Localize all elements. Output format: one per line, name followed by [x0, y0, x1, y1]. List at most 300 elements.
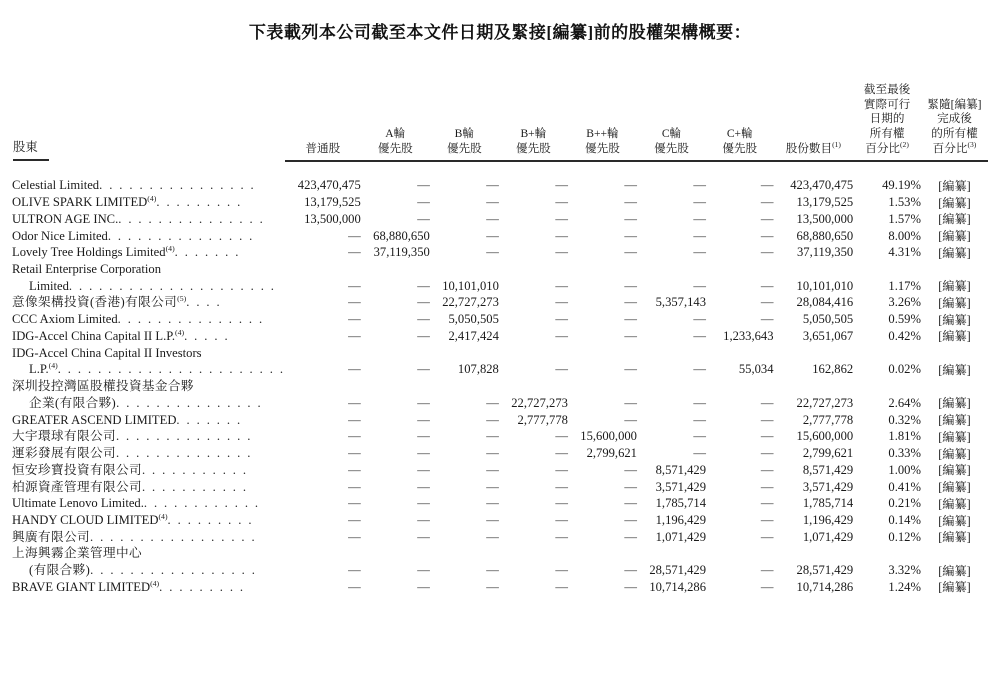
- cell-series-a: [361, 545, 430, 578]
- cell-pct-after-listing: [編纂]: [938, 513, 971, 528]
- empty-dash: —: [348, 563, 361, 578]
- cell-ordinary-shares: [285, 579, 361, 596]
- empty-dash: —: [348, 245, 361, 260]
- table-row: [12, 177, 988, 194]
- column-header-pct-latest-practicable: [853, 68, 921, 177]
- dot-leader: . . . . . . . . . . .: [141, 462, 248, 477]
- shareholder-name-line1: Retail Enterprise Corporation: [12, 261, 161, 276]
- column-header-series-c-plus-label: C+輪 優先股: [722, 127, 758, 156]
- cell-series-b-plus-plus: [568, 378, 637, 411]
- cell-pct-after-listing: [編纂]: [938, 496, 971, 511]
- cell-series-a: [361, 328, 430, 345]
- empty-dash: —: [417, 579, 430, 594]
- empty-dash: —: [417, 496, 430, 511]
- empty-dash: —: [486, 245, 499, 260]
- cell-series-a: 37,119,350: [373, 245, 430, 260]
- cell-series-c-plus: [706, 294, 774, 311]
- cell-pct-after-listing: [編纂]: [938, 195, 971, 210]
- empty-dash: —: [417, 362, 430, 377]
- cell-series-b: [430, 479, 499, 496]
- empty-dash: —: [624, 462, 637, 477]
- empty-dash: —: [555, 462, 568, 477]
- header-rule: [853, 160, 921, 163]
- cell-pct-latest-practicable: 3.32%: [888, 563, 921, 578]
- cell-ordinary-shares: [285, 479, 361, 496]
- dot-leader: . . . . . . . . .: [167, 512, 254, 527]
- cell-series-b-plus-plus: [568, 345, 637, 378]
- cell-series-a: 68,880,650: [373, 228, 430, 243]
- cell-series-b-plus-plus: [568, 228, 637, 245]
- cell-pct-after-listing: [編纂]: [938, 229, 971, 244]
- dot-leader: . . . . . . . . . . . . . . . . . . . . . . .: [57, 362, 285, 377]
- cell-series-a: [361, 412, 430, 429]
- cell-pct-after-listing: [編纂]: [938, 279, 971, 294]
- cell-series-a: [361, 495, 430, 512]
- dot-leader: . . . . . . .: [176, 412, 243, 427]
- empty-dash: —: [417, 312, 430, 327]
- cell-series-b-plus: [499, 445, 568, 462]
- dot-leader: . . . . . . .: [174, 245, 241, 260]
- cell-shareholder-name: [12, 311, 285, 328]
- column-header-series-c: [637, 68, 706, 177]
- empty-dash: —: [555, 211, 568, 226]
- cell-series-c: [637, 345, 706, 378]
- cell-series-b: [430, 512, 499, 529]
- cell-ordinary-shares: [285, 294, 361, 311]
- empty-dash: —: [417, 512, 430, 527]
- column-header-share-count-label: 股份數目: [785, 142, 833, 156]
- empty-dash: —: [760, 178, 774, 193]
- shareholder-name-line2: (有限合夥). . . . . . . . . . . . . . . . .: [29, 563, 257, 578]
- cell-series-b-plus-plus: 2,799,621: [586, 446, 637, 461]
- cell-share-count: 2,799,621: [802, 446, 854, 461]
- empty-dash: —: [693, 395, 706, 410]
- cell-pct-latest-practicable: 8.00%: [888, 228, 921, 243]
- empty-dash: —: [417, 412, 430, 427]
- cell-series-c-plus: [706, 378, 774, 411]
- cell-series-a: [361, 512, 430, 529]
- empty-dash: —: [417, 429, 430, 444]
- empty-dash: —: [624, 529, 637, 544]
- cell-series-b-plus: [499, 311, 568, 328]
- empty-dash: —: [348, 496, 361, 511]
- shareholder-name-line1: 柏源資產管理有限公司: [12, 479, 142, 494]
- cell-series-b-plus-plus: [568, 529, 637, 546]
- cell-ordinary-shares: [285, 244, 361, 261]
- cell-pct-after-listing: [編纂]: [938, 212, 971, 227]
- dot-leader: . . . . . . . . .: [156, 195, 243, 210]
- empty-dash: —: [348, 479, 361, 494]
- empty-dash: —: [417, 395, 430, 410]
- cell-series-a: [361, 345, 430, 378]
- cell-pct-after-listing: [編纂]: [938, 362, 971, 377]
- cell-shareholder-name: [12, 462, 285, 479]
- cell-series-c-plus: [706, 244, 774, 261]
- cell-ordinary-shares: [285, 261, 361, 294]
- cell-ordinary-shares: [285, 495, 361, 512]
- table-row: [12, 479, 988, 496]
- cell-series-b-plus: [499, 211, 568, 228]
- empty-dash: —: [417, 195, 430, 210]
- cell-share-count: 3,651,067: [802, 328, 854, 343]
- shareholder-name-line1: Lovely Tree Holdings Limited: [12, 245, 166, 260]
- cell-series-a: [361, 462, 430, 479]
- cell-share-count: 68,880,650: [796, 228, 854, 243]
- cell-series-a: [361, 579, 430, 596]
- cell-series-c-plus: [706, 462, 774, 479]
- dot-leader: . . . . . . . . . . . . . .: [115, 429, 253, 444]
- empty-dash: —: [417, 446, 430, 461]
- empty-dash: —: [693, 195, 706, 210]
- empty-dash: —: [486, 195, 499, 210]
- empty-dash: —: [348, 579, 361, 594]
- cell-pct-latest-practicable: 0.59%: [888, 312, 921, 327]
- empty-dash: —: [555, 295, 568, 310]
- cell-series-a: [361, 529, 430, 546]
- empty-dash: —: [486, 462, 499, 477]
- empty-dash: —: [555, 429, 568, 444]
- cell-shareholder-name: [12, 545, 285, 578]
- empty-dash: —: [417, 529, 430, 544]
- cell-series-b-plus: [499, 261, 568, 294]
- cell-series-b: 2,417,424: [448, 328, 499, 343]
- cell-series-b-plus: [499, 545, 568, 578]
- cell-pct-after-listing: [編纂]: [938, 413, 971, 428]
- empty-dash: —: [624, 362, 637, 377]
- cell-series-c: [637, 428, 706, 445]
- empty-dash: —: [555, 328, 568, 343]
- empty-dash: —: [760, 446, 774, 461]
- cell-pct-latest-practicable: 0.42%: [888, 328, 921, 343]
- empty-dash: —: [486, 211, 499, 226]
- cell-share-count: 8,571,429: [802, 462, 854, 477]
- cell-shareholder-name: [12, 261, 285, 294]
- shareholder-name-line1: OLIVE SPARK LIMITED: [12, 195, 148, 210]
- cell-shareholder-name: [12, 345, 285, 378]
- empty-dash: —: [555, 446, 568, 461]
- cell-share-count: 423,470,475: [790, 178, 854, 193]
- cell-shareholder-name: [12, 328, 285, 345]
- footnote-marker-1: (1): [832, 140, 841, 150]
- cell-pct-latest-practicable: 0.41%: [888, 479, 921, 494]
- cell-series-a: [361, 261, 430, 294]
- empty-dash: —: [624, 228, 637, 243]
- cell-share-count: 28,571,429: [796, 563, 854, 578]
- empty-dash: —: [624, 328, 637, 343]
- cell-series-b: 10,101,010: [442, 278, 499, 293]
- cell-series-c-plus: [706, 479, 774, 496]
- table-row: [12, 412, 988, 429]
- cell-pct-after-listing: [編纂]: [938, 295, 971, 310]
- column-header-series-a-label: A輪 優先股: [377, 127, 413, 156]
- shareholder-name-line1: CCC Axiom Limited: [12, 312, 118, 327]
- cell-series-a: [361, 311, 430, 328]
- empty-dash: —: [760, 429, 774, 444]
- empty-dash: —: [760, 563, 774, 578]
- cell-pct-latest-practicable: 4.31%: [888, 245, 921, 260]
- cell-pct-after-listing: [編纂]: [938, 530, 971, 545]
- empty-dash: —: [486, 479, 499, 494]
- table-row: [12, 244, 988, 261]
- table-body: [12, 177, 988, 595]
- cell-series-c-plus: [706, 177, 774, 194]
- empty-dash: —: [486, 563, 499, 578]
- shareholder-name-line1: BRAVE GIANT LIMITED: [12, 579, 151, 594]
- header-rule: [774, 160, 854, 163]
- cell-pct-after-listing: [編纂]: [938, 463, 971, 478]
- column-header-series-b-plus-plus-label: B++輪 優先股: [585, 127, 620, 156]
- empty-dash: —: [760, 278, 774, 293]
- shareholder-name-line2: L.P.$^{(4)}$. . . . . . . . . . . . . . . . . . . . . . .: [29, 361, 285, 377]
- cell-share-count: 37,119,350: [796, 245, 854, 260]
- empty-dash: —: [555, 312, 568, 327]
- cell-series-b: [430, 495, 499, 512]
- cell-series-a: [361, 194, 430, 211]
- dot-leader: . . . . . . . . . . . . . . . . .: [89, 529, 257, 544]
- shareholder-name-line1: 大宇環球有限公司: [12, 429, 116, 444]
- cell-series-b: [430, 445, 499, 462]
- empty-dash: —: [348, 462, 361, 477]
- empty-dash: —: [624, 178, 637, 193]
- cell-series-b-plus-plus: [568, 177, 637, 194]
- cell-share-count: 2,777,778: [802, 412, 854, 427]
- dot-leader: . . . . . . . . . . . . . . .: [107, 228, 255, 243]
- column-header-series-b: [430, 68, 499, 177]
- shareholder-name-line1: Celestial Limited: [12, 178, 100, 193]
- table-row: [12, 228, 988, 245]
- table-row: [12, 462, 988, 479]
- cell-series-c: 8,571,429: [655, 462, 706, 477]
- shareholder-name-line1: 意像架構投資(香港)有限公司: [12, 295, 178, 310]
- cell-series-c: [637, 378, 706, 411]
- cell-series-c: [637, 194, 706, 211]
- empty-dash: —: [693, 328, 706, 343]
- empty-dash: —: [624, 312, 637, 327]
- shareholder-name-line2: 企業(有限合夥). . . . . . . . . . . . . . .: [29, 395, 263, 410]
- cell-pct-latest-practicable: 49.19%: [882, 178, 921, 193]
- empty-dash: —: [555, 563, 568, 578]
- cell-series-c-plus: [706, 428, 774, 445]
- empty-dash: —: [486, 178, 499, 193]
- cell-share-count: 28,084,416: [796, 295, 854, 310]
- cell-ordinary-shares: [285, 311, 361, 328]
- empty-dash: —: [348, 228, 361, 243]
- cell-shareholder-name: [12, 495, 285, 512]
- column-header-series-b-plus-label: B+輪 優先股: [515, 127, 551, 156]
- table-row: [12, 579, 988, 596]
- cell-series-c: [637, 261, 706, 294]
- empty-dash: —: [624, 395, 637, 410]
- cell-series-c: [637, 177, 706, 194]
- cell-series-c-plus: [706, 311, 774, 328]
- dot-leader: . . . . . . . . . . .: [141, 479, 248, 494]
- cell-ordinary-shares: [285, 445, 361, 462]
- cell-pct-latest-practicable: 1.81%: [888, 429, 921, 444]
- cell-shareholder-name: [12, 479, 285, 496]
- footnote-marker: (5): [177, 294, 187, 304]
- column-header-share-count: [774, 68, 854, 177]
- empty-dash: —: [693, 211, 706, 226]
- cell-ordinary-shares: [285, 345, 361, 378]
- cell-share-count: 22,727,273: [796, 395, 854, 410]
- cell-series-b-plus: [499, 579, 568, 596]
- cell-series-c: 10,714,286: [649, 579, 706, 594]
- cell-ordinary-shares: [285, 512, 361, 529]
- empty-dash: —: [348, 295, 361, 310]
- cell-series-b: [430, 545, 499, 578]
- column-header-series-c-plus: [706, 68, 774, 177]
- table-row: [12, 445, 988, 462]
- footnote-marker-2: (2): [900, 140, 909, 150]
- header-rule: [13, 159, 49, 162]
- dot-leader: . . . . . . . . . . . . . . . . .: [90, 563, 257, 578]
- cell-shareholder-name: [12, 211, 285, 228]
- cell-series-c-plus: [706, 512, 774, 529]
- cell-pct-latest-practicable: 1.53%: [888, 195, 921, 210]
- empty-dash: —: [693, 412, 706, 427]
- cell-series-a: [361, 378, 430, 411]
- table-row: [12, 294, 988, 311]
- empty-dash: —: [693, 245, 706, 260]
- column-header-series-b-plus-plus: [568, 68, 637, 177]
- empty-dash: —: [348, 328, 361, 343]
- shareholder-name-line1: Ultimate Lenovo Limited.: [12, 496, 144, 511]
- cell-shareholder-name: [12, 294, 285, 311]
- empty-dash: —: [693, 228, 706, 243]
- cell-series-a: [361, 177, 430, 194]
- cell-series-b-plus-plus: [568, 462, 637, 479]
- header-rule: [361, 160, 430, 163]
- empty-dash: —: [348, 446, 361, 461]
- empty-dash: —: [348, 412, 361, 427]
- cell-series-b-plus: [499, 177, 568, 194]
- empty-dash: —: [624, 412, 637, 427]
- empty-dash: —: [760, 462, 774, 477]
- cell-ordinary-shares: [285, 462, 361, 479]
- table-row: [12, 529, 988, 546]
- cell-shareholder-name: [12, 194, 285, 211]
- footnote-marker: (4): [165, 244, 175, 254]
- cell-series-b-plus: [499, 479, 568, 496]
- empty-dash: —: [760, 228, 774, 243]
- cell-pct-latest-practicable: 0.14%: [888, 512, 921, 527]
- empty-dash: —: [693, 312, 706, 327]
- footnote-marker-3: (3): [967, 140, 977, 150]
- cell-ordinary-shares: 13,500,000: [304, 211, 361, 226]
- empty-dash: —: [760, 245, 774, 260]
- cell-ordinary-shares: [285, 529, 361, 546]
- cell-series-b: [430, 228, 499, 245]
- header-rule: [430, 160, 499, 163]
- cell-shareholder-name: [12, 529, 285, 546]
- empty-dash: —: [417, 178, 430, 193]
- dot-leader: . . . . . . . . . . . .: [143, 496, 260, 511]
- cell-series-b-plus-plus: [568, 244, 637, 261]
- empty-dash: —: [486, 579, 499, 594]
- column-header-series-a: [361, 68, 430, 177]
- shareholder-name-line1: 興廣有限公司: [12, 529, 90, 544]
- cell-series-b-plus-plus: [568, 294, 637, 311]
- dot-leader: . . . . . . . . . . . . . .: [115, 446, 253, 461]
- empty-dash: —: [417, 479, 430, 494]
- empty-dash: —: [760, 195, 774, 210]
- table-row: [12, 512, 988, 529]
- cell-ordinary-shares: 13,179,525: [304, 195, 361, 210]
- shareholder-name-line1: 運彩發展有限公司: [12, 446, 116, 461]
- cell-series-c-plus: [706, 261, 774, 294]
- cell-series-b-plus-plus: [568, 512, 637, 529]
- cell-series-b-plus: [499, 428, 568, 445]
- shareholder-name-line1: 深圳投控灣區股權投資基金合夥: [12, 379, 194, 394]
- cell-series-b-plus: [499, 529, 568, 546]
- dot-leader: . . . . .: [184, 328, 230, 343]
- cell-series-b: 107,828: [457, 362, 499, 377]
- table-row: [12, 261, 988, 294]
- dot-leader: . . . .: [186, 295, 222, 310]
- empty-dash: —: [348, 362, 361, 377]
- cell-series-b-plus-plus: [568, 579, 637, 596]
- empty-dash: —: [486, 412, 499, 427]
- empty-dash: —: [555, 278, 568, 293]
- cell-series-c-plus: [706, 579, 774, 596]
- empty-dash: —: [693, 429, 706, 444]
- empty-dash: —: [624, 195, 637, 210]
- cell-pct-latest-practicable: 0.33%: [888, 446, 921, 461]
- cell-series-b: [430, 529, 499, 546]
- cell-series-b-plus: [499, 512, 568, 529]
- empty-dash: —: [760, 312, 774, 327]
- header-rule: [568, 160, 637, 163]
- cell-series-c-plus: [706, 194, 774, 211]
- cell-series-a: [361, 479, 430, 496]
- cell-series-b: [430, 428, 499, 445]
- cell-share-count: 5,050,505: [802, 312, 854, 327]
- cell-series-c-plus: [706, 228, 774, 245]
- cell-series-b: [430, 177, 499, 194]
- empty-dash: —: [555, 178, 568, 193]
- cell-series-b: [430, 211, 499, 228]
- empty-dash: —: [624, 278, 637, 293]
- cell-series-b-plus: [499, 328, 568, 345]
- cell-series-c-plus: [706, 211, 774, 228]
- cell-share-count: 13,179,525: [796, 195, 854, 210]
- empty-dash: —: [555, 195, 568, 210]
- cell-series-b-plus: [499, 345, 568, 378]
- footnote-marker: (4): [150, 578, 160, 588]
- table-row: [12, 378, 988, 411]
- shareholder-name-line2: Limited. . . . . . . . . . . . . . . . . . . . .: [29, 278, 276, 293]
- cell-shareholder-name: [12, 177, 285, 194]
- cell-ordinary-shares: [285, 378, 361, 411]
- cell-series-b-plus: [499, 244, 568, 261]
- shareholder-name-line1: IDG-Accel China Capital II L.P.: [12, 328, 175, 343]
- empty-dash: —: [348, 529, 361, 544]
- cell-pct-latest-practicable: 1.00%: [888, 462, 921, 477]
- cell-series-b: [430, 244, 499, 261]
- empty-dash: —: [555, 479, 568, 494]
- cell-series-c-plus: 1,233,643: [723, 328, 774, 343]
- cell-series-b-plus-plus: [568, 328, 637, 345]
- column-header-ordinary-shares: [285, 68, 361, 177]
- cell-shareholder-name: [12, 378, 285, 411]
- empty-dash: —: [417, 278, 430, 293]
- empty-dash: —: [348, 312, 361, 327]
- header-rule: [285, 160, 361, 163]
- cell-series-a: [361, 211, 430, 228]
- cell-series-b-plus-plus: [568, 545, 637, 578]
- cell-series-b-plus-plus: [568, 479, 637, 496]
- dot-leader: . . . . . . . . .: [159, 579, 245, 594]
